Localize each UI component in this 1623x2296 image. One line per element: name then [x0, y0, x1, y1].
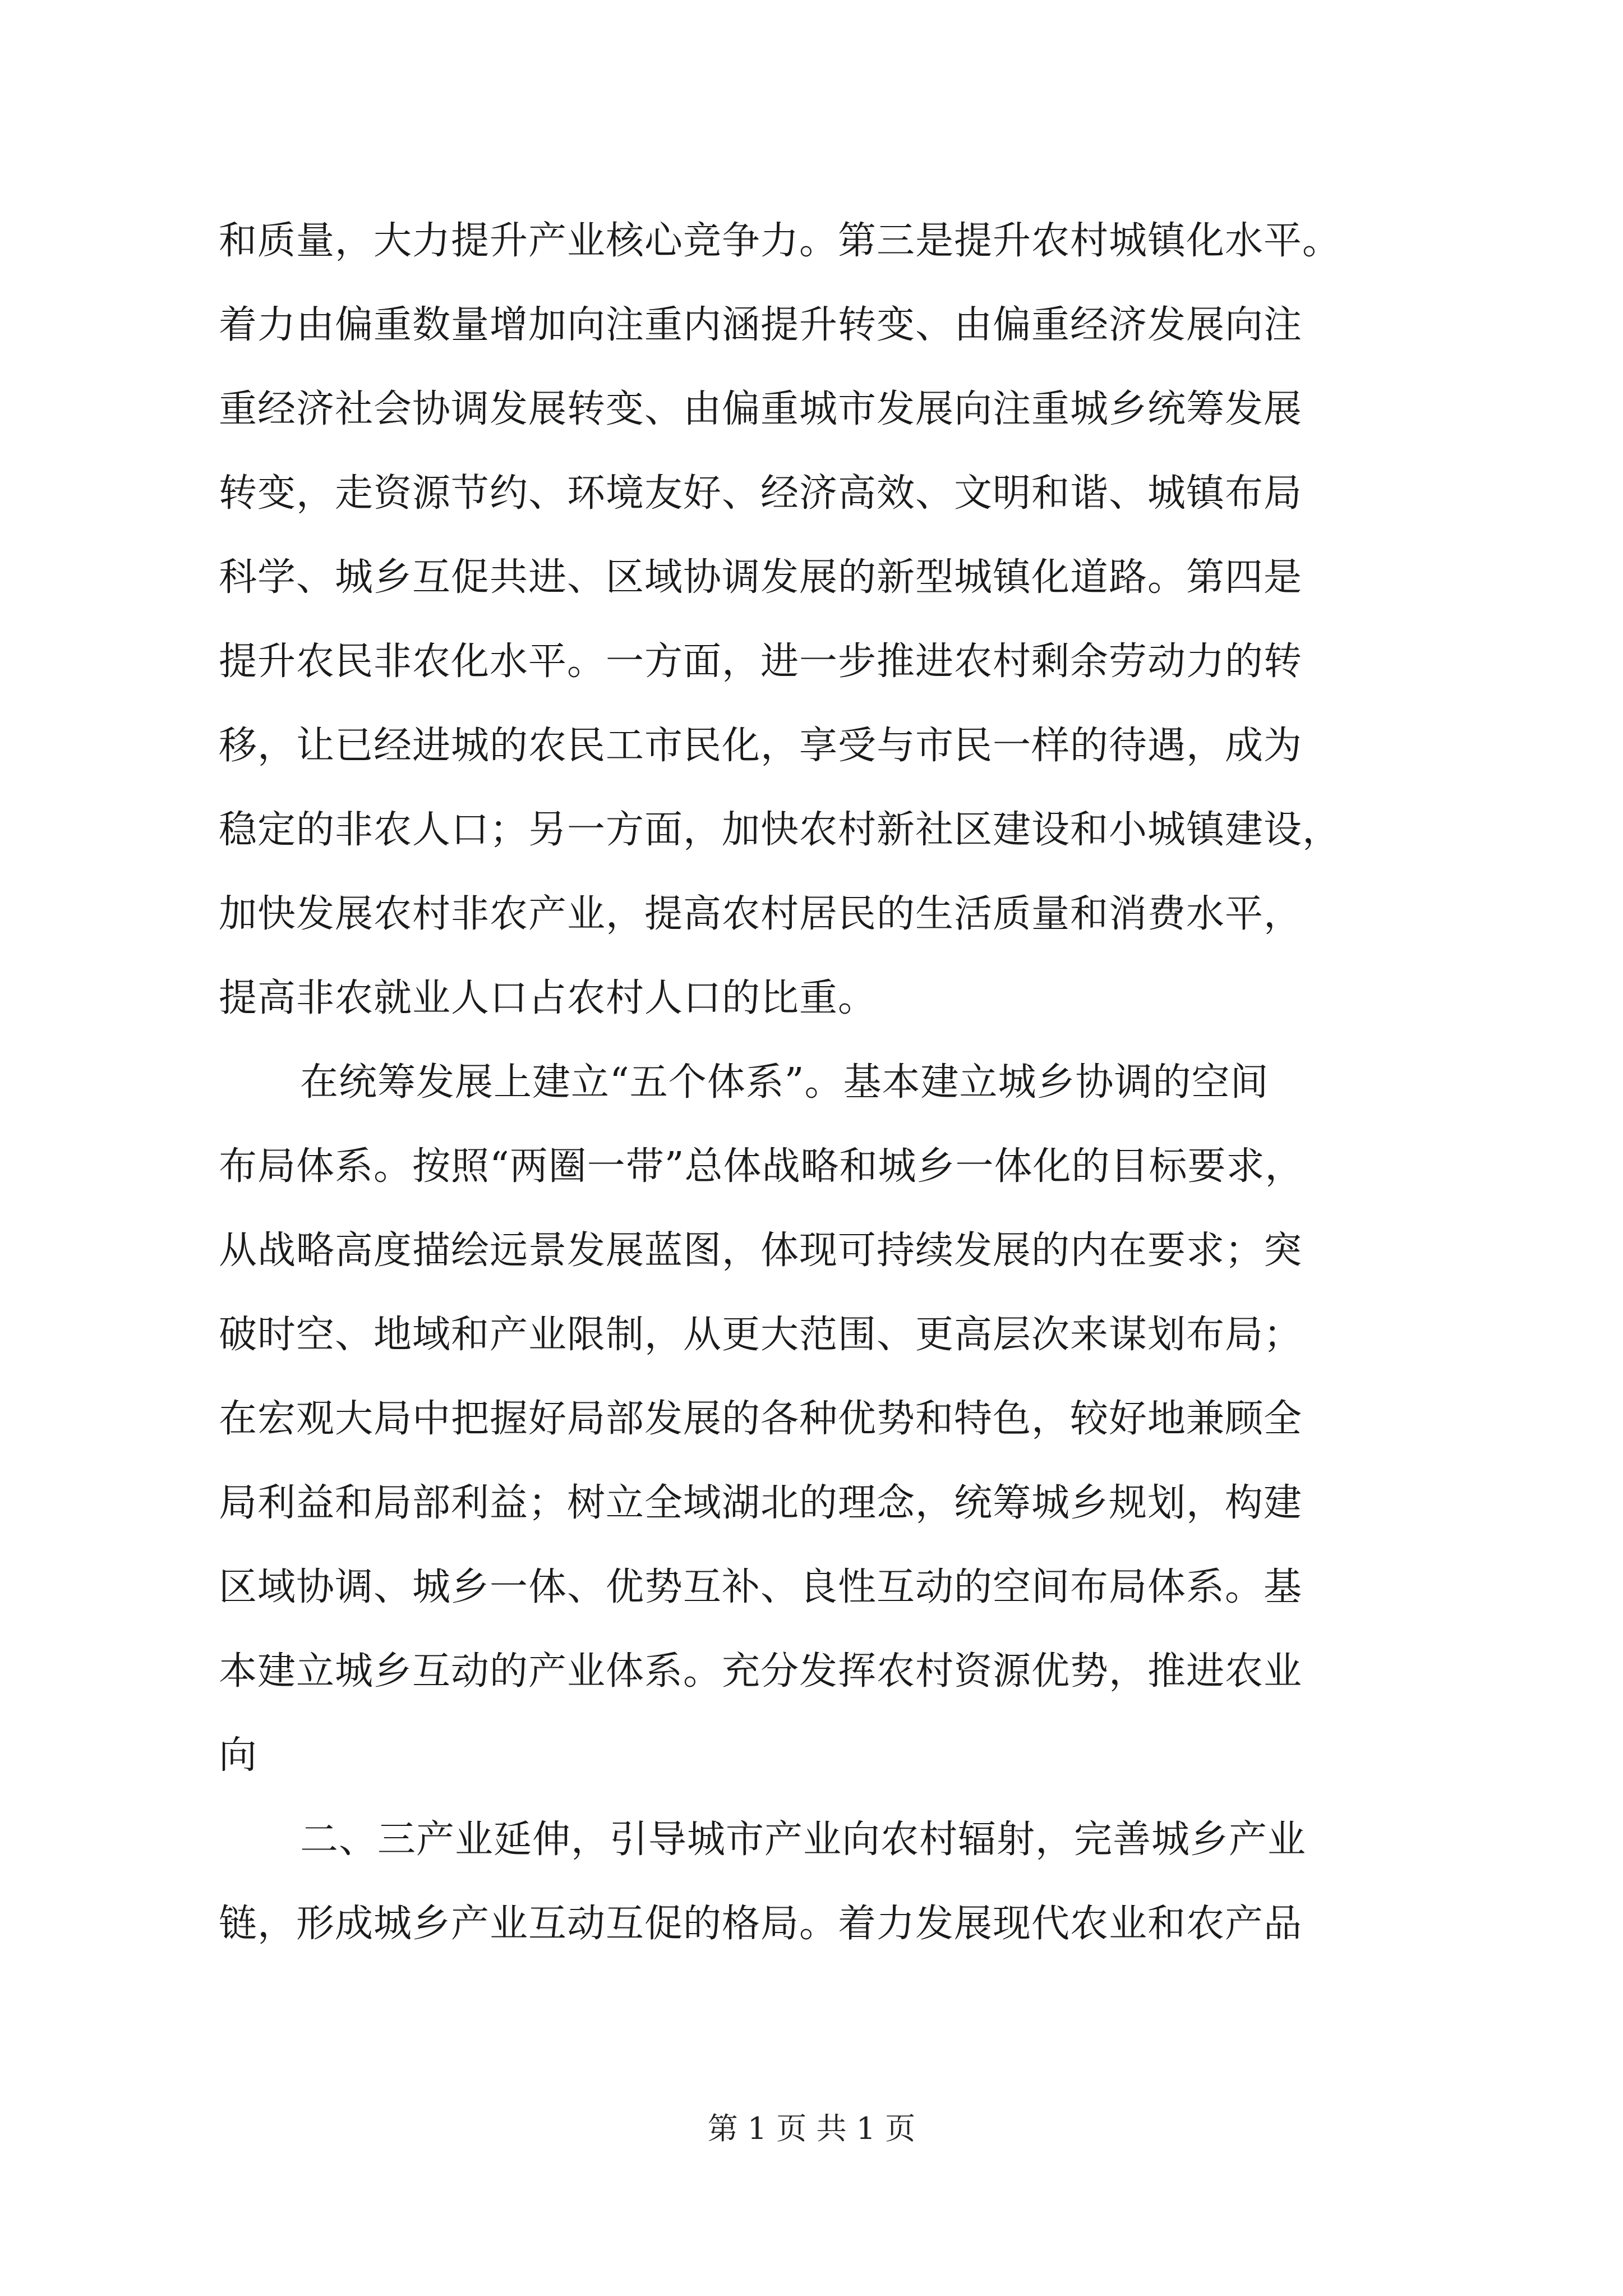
text-line: 提高非农就业人口占农村人口的比重。 — [219, 976, 877, 1020]
text-line: 移，让已经进城的农民工市民化，享受与市民一样的待遇，成为 — [219, 724, 1303, 768]
text-line: 布局体系。按照“两圈一带”总体战略和城乡一体化的目标要求， — [219, 1144, 1304, 1189]
text-line: 加快发展农村非农产业，提高农村居民的生活质量和消费水平， — [219, 892, 1303, 936]
text-line: 链，形成城乡产业互动互促的格局。着力发展现代农业和农产品 — [219, 1902, 1303, 1946]
text-line: 在宏观大局中把握好局部发展的各种优势和特色，较好地兼顾全 — [219, 1397, 1303, 1441]
text-line-indented: 二、三产业延伸，引导城市产业向农村辐射，完善城乡产业 — [300, 1818, 1307, 1862]
text-line: 科学、城乡互促共进、区域协调发展的新型城镇化道路。第四是 — [219, 555, 1303, 600]
page-footer: 第 1 页 共 1 页 — [707, 2111, 916, 2146]
text-line-indented: 在统筹发展上建立“五个体系”。基本建立城乡协调的空间 — [300, 1060, 1269, 1105]
text-line: 向 — [219, 1733, 258, 1778]
text-line: 转变，走资源节约、环境友好、经济高效、文明和谐、城镇布局 — [219, 471, 1303, 516]
text-line: 区域协调、城乡一体、优势互补、良性互动的空间布局体系。基 — [219, 1565, 1303, 1609]
text-line: 着力由偏重数量增加向注重内涵提升转变、由偏重经济发展向注 — [219, 303, 1303, 347]
text-line: 提升农民非农化水平。一方面，进一步推进农村剩余劳动力的转 — [219, 639, 1303, 684]
text-line: 局利益和局部利益；树立全域湖北的理念，统筹城乡规划，构建 — [219, 1481, 1303, 1525]
text-line: 稳定的非农人口；另一方面，加快农村新社区建设和小城镇建设， — [219, 808, 1341, 852]
text-line: 破时空、地域和产业限制，从更大范围、更高层次来谋划布局； — [219, 1313, 1303, 1357]
text-line: 和质量，大力提升产业核心竞争力。第三是提升农村城镇化水平。 — [219, 219, 1341, 263]
text-line: 本建立城乡互动的产业体系。充分发挥农村资源优势，推进农业 — [219, 1649, 1303, 1694]
text-line: 重经济社会协调发展转变、由偏重城市发展向注重城乡统筹发展 — [219, 387, 1303, 431]
text-line: 从战略高度描绘远景发展蓝图，体现可持续发展的内在要求；突 — [219, 1228, 1303, 1273]
